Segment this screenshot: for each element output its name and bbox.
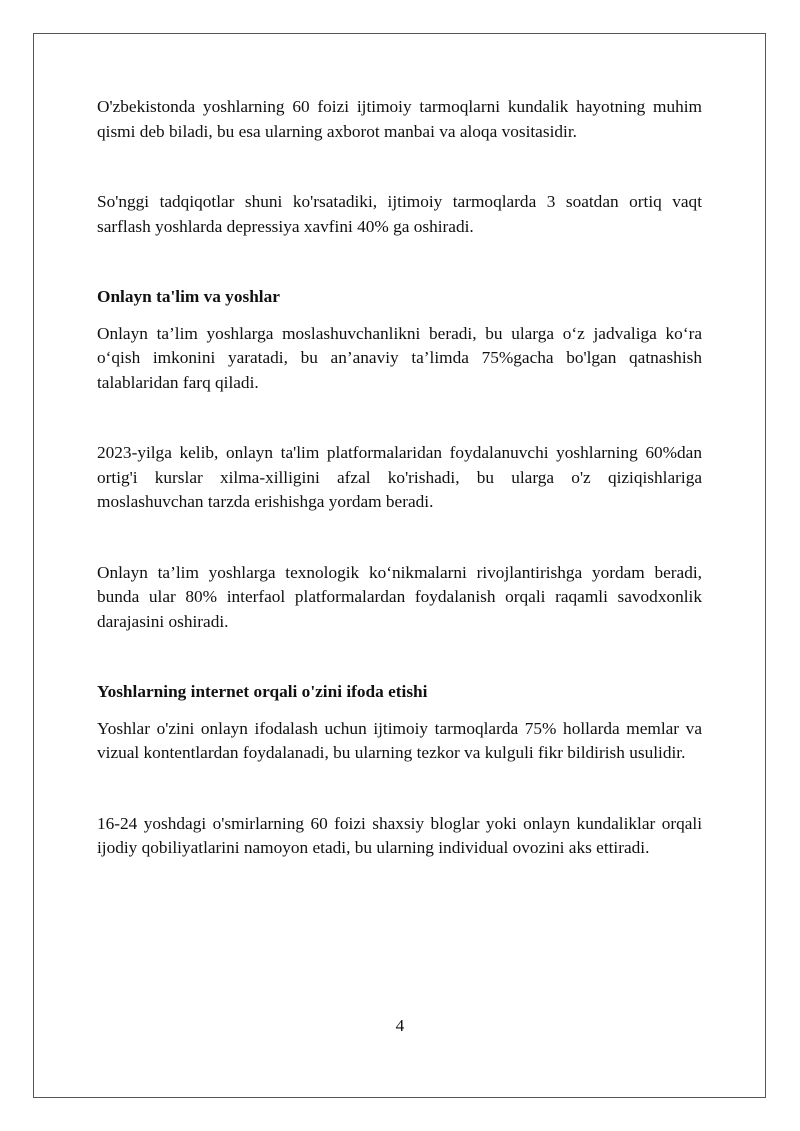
heading-online-education: Onlayn ta'lim va yoshlar (97, 287, 280, 306)
paragraph-flexibility: Onlayn ta’lim yoshlarga moslashuvchanlikni beradi, bu ularga o‘z jadvaliga ko‘ra o‘qish imkonini yaratadi, bu an’anaviy ta’limda 75%gacha bo'lgan qatnashish talablaridan farq qiladi. (97, 323, 702, 392)
paragraph-digital-literacy: Onlayn ta’lim yoshlarga texnologik ko‘nikmalarni rivojlantirishga yordam beradi, bunda ular 80% interfaol platformalardan foydalanish orqali raqamli savodxonlik darajasini oshiradi. (97, 562, 702, 631)
paragraph-memes: Yoshlar o'zini onlayn ifodalash uchun ijtimoiy tarmoqlarda 75% hollarda memlar va vizual kontentlardan foydalanadi, bu ularning tezkor va kulguli fikr bildirish usulidir. (97, 718, 702, 762)
paragraph-depression-risk: So'nggi tadqiqotlar shuni ko'rsatadiki, ijtimoiy tarmoqlarda 3 soatdan ortiq vaqt sarflash yoshlarda depressiya xavfini 40% ga oshiradi. (97, 192, 702, 236)
page-number: 4 (395, 1016, 405, 1035)
heading-self-expression: Yoshlarning internet orqali o'zini ifoda etishi (97, 682, 428, 701)
paragraph-course-variety: 2023-yilga kelib, onlayn ta'lim platformalaridan foydalanuvchi yoshlarning 60%dan ortig'i kurslar xilma-xilligini afzal ko'rishadi, bu ularga o'z qiziqishlariga moslashuvchan tarzda erishishga yordam beradi. (97, 443, 702, 511)
paragraph-blogs: 16-24 yoshdagi o'smirlarning 60 foizi shaxsiy bloglar yoki onlayn kundaliklar orqali ijodiy qobiliyatlarini namoyon etadi, bu ularning individual ovozini aks ettiradi. (97, 813, 702, 857)
page-content (97, 95, 702, 861)
paragraph-social-media-importance: O'zbekistonda yoshlarning 60 foizi ijtimoiy tarmoqlarni kundalik hayotning muhim qismi deb biladi, bu esa ularning axborot manbai va aloqa vositasidir. (97, 97, 702, 141)
